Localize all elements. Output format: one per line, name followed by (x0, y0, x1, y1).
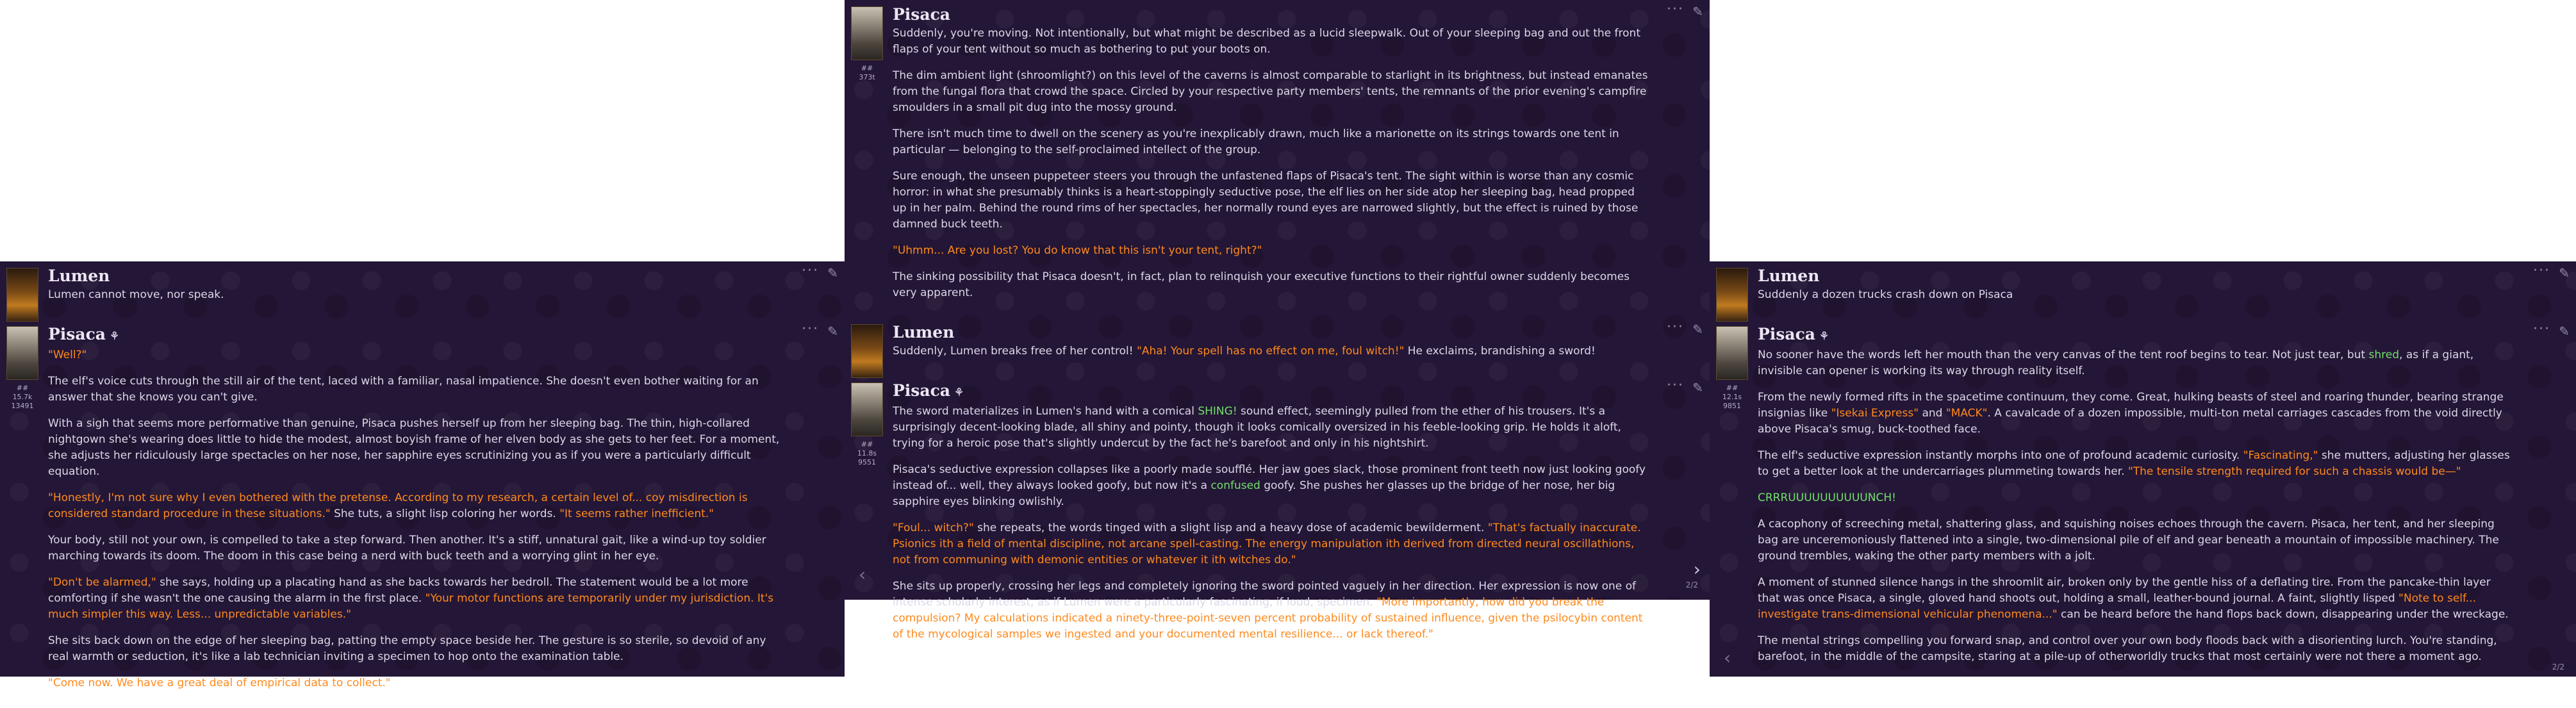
chat-message (845, 376, 1710, 659)
meta-line: ## (861, 64, 873, 72)
prev-swipe-arrow-icon[interactable]: ‹ (1724, 647, 1731, 668)
narration-text: No sooner have the words left her mouth than the very canvas of the tent roof begins to tear. Not just tear, but (1758, 349, 2369, 361)
message-paragraph (48, 675, 783, 691)
meta-line: 9551 (858, 458, 876, 466)
dialogue-text: "It seems rather inefficient." (559, 507, 714, 520)
dialogue-text: "MACK" (1945, 407, 1988, 420)
narration-text: A moment of stunned silence hangs in the shroomlit air, broken only by the gentle hiss of a deflating tire. From the pancake-thin layer that was once Pisaca, a single, gloved hand shoots out, holding a small, leather-bound journal. A faint, slightly lisped (1758, 576, 2491, 605)
narration-text: Suddenly a dozen trucks crash down on Pisaca (1758, 288, 2013, 301)
more-options-icon[interactable]: ··· (802, 321, 819, 337)
message-paragraph (48, 490, 783, 522)
narration-text: He exclaims, brandishing a sword! (1404, 345, 1596, 358)
more-options-icon[interactable]: ··· (1667, 1, 1684, 17)
avatar[interactable] (1716, 326, 1748, 380)
message-paragraph (48, 532, 783, 564)
narration-text: With a sigh that seems more performative than genuine, Pisaca pushes herself up from her sleeping bag. The thin, high-collared nightgown she's wearing does little to hide the modest, almost boyish frame of her elven body as she gets to her feet. For a moment, she adjusts her ridiculously large spectacles on her nose, her sapphire eyes scrutinizing you as if you were a particularly difficult equation. (48, 417, 780, 478)
narration-text: she says, holding up a placating hand as she backs towards her bedroll. The statement would be a lot more comforting if she wasn't the one causing the alarm in the first place. (48, 576, 748, 605)
edit-pencil-icon[interactable]: ✎ (827, 324, 838, 339)
message-paragraph (893, 269, 1648, 301)
dialogue-text: "Note to self... investigate trans-dimensional vehicular phenomena..." (1758, 592, 2476, 621)
message-paragraph (893, 520, 1648, 568)
narration-text: She sits back down on the edge of her sleeping bag, patting the empty space beside her. The gesture is so sterile, so devoid of any real warmth or seduction, it's like a lab technician inviting a specimen to hop onto the examination table. (48, 634, 766, 663)
meta-line: 15.7k (12, 393, 33, 401)
message-meta (851, 64, 883, 82)
meta-line: ## (861, 440, 873, 449)
narration-text: She tuts, a slight lisp coloring her words. (330, 507, 560, 520)
emphasis-text: confused (1210, 479, 1260, 492)
edit-pencil-icon[interactable]: ✎ (1692, 322, 1703, 337)
message-paragraph (1758, 390, 2514, 438)
message-paragraph (893, 404, 1648, 452)
author-name-row (48, 265, 783, 287)
more-options-icon[interactable]: ··· (1667, 319, 1684, 335)
meta-line: 9851 (1723, 402, 1741, 410)
narration-text: She sits up properly, crossing her legs and completely ignoring the sword pointed vaguely in her direction. Her expression is now one of intense scholarly interest, as if Lumen were a particularly fascinating, if loud, specimen. (893, 580, 1637, 609)
swipe-counter: 2/2 (2552, 663, 2564, 671)
author-name[interactable]: Pisaca (893, 381, 950, 400)
dialogue-text: "Your motor functions are temporarily under my jurisdiction. It's much simpler this way. Less... unpredictable variables." (48, 592, 774, 621)
narration-text: There isn't much time to dwell on the scenery as you're inexplicably drawn, much like a marionette on its strings towards one tent in particular — belonging to the self-proclaimed intellect of the group. (893, 128, 1619, 156)
narration-text: From the newly formed rifts in the spacetime continuum, they come. Great, hulking beasts of steel and roaring thunder, bearing strange insignias like (1758, 391, 2504, 420)
dialogue-text: "Don't be alarmed," (48, 576, 156, 589)
edit-pencil-icon[interactable]: ✎ (1692, 4, 1703, 19)
message-paragraph (893, 579, 1648, 643)
dialogue-text: "That's factually inaccurate. Psionics ith a field of mental discipline, not arcane spell-casting. The energy manipulation ith derived from directed neural oscillathions, not from communing with demonic entities or whatever it ith witches do." (893, 522, 1641, 566)
narration-text: Suddenly, you're moving. Not intentionally, but what might be described as a lucid sleepwalk. Out of your sleeping bag and out the front flaps of your tent without so much as bothering to put your boots on. (893, 27, 1640, 56)
narration-text: . A cavalcade of a dozen impossible, multi-ton metal carriages cascades from the void directly above Pisaca's smug, buck-toothed face. (1758, 407, 2502, 436)
message-paragraph (893, 169, 1648, 233)
message-meta (851, 440, 883, 467)
more-options-icon[interactable]: ··· (1667, 377, 1684, 393)
chat-panel-right (1710, 261, 2576, 677)
meta-line: ## (16, 384, 29, 392)
author-name[interactable]: Lumen (893, 323, 955, 342)
message-paragraph (48, 287, 783, 303)
narration-text: and (1919, 407, 1946, 420)
narration-text: Lumen cannot move, nor speak. (48, 288, 224, 301)
message-paragraph (893, 462, 1648, 510)
message-paragraph (893, 26, 1648, 58)
dialogue-text: "The tensile strength required for such a chassis would be—" (2127, 465, 2461, 478)
dialogue-text: "Honestly, I'm not sure why I even bothered with the pretense. According to my research, a certain level of... coy misdirection is considered standard procedure in these situations." (48, 491, 748, 520)
emphasis-text: CRRRUUUUUUUUUUNCH! (1758, 491, 1896, 504)
message-paragraph (1758, 575, 2514, 623)
message-paragraph (48, 416, 783, 480)
message-meta (6, 384, 38, 411)
edit-pencil-icon[interactable]: ✎ (2559, 324, 2570, 339)
message-paragraph (893, 126, 1648, 158)
narration-text: The mental strings compelling you forward snap, and control over your own body floods back with a disorienting lurch. You're standing, barefoot, in the middle of the campsite, staring at a pile-up of otherworldly trucks that most certainly were not there a moment ago. (1758, 634, 2497, 663)
author-name-row (893, 380, 1648, 404)
message-paragraph (893, 343, 1648, 359)
chat-message (0, 261, 845, 320)
narration-text: The dim ambient light (shroomlight?) on this level of the caverns is almost comparable to starlight in its brightness, but instead emanates from the fungal flora that crowd the space. Circled by your respective party members' tents, the remnants of the prior evening's campfire smoulders in a small pit dug into the mossy ground. (893, 69, 1648, 114)
narration-text: Suddenly, Lumen breaks free of her control! (893, 345, 1137, 358)
edit-pencil-icon[interactable]: ✎ (827, 265, 838, 281)
narration-text: A cacophony of screeching metal, shattering glass, and squishing noises echoes through the cavern. Pisaca, her tent, and her sleeping bag are unceremoniously flattened into a single, two-dimensional pile of elf and gear beneath a mountain of impossible machinery. The ground trembles, waking the other party members with a jolt. (1758, 518, 2499, 563)
author-name[interactable]: Pisaca (1758, 325, 1815, 343)
chat-panel-center (845, 0, 1710, 641)
narration-text: The elf's voice cuts through the still air of the tent, laced with a familiar, nasal impatience. She doesn't even bother waiting for an answer that she knows you can't give. (48, 375, 759, 404)
narration-text: goofy. She pushes her glasses up the bridge of her nose, her big sapphire eyes blinking owlishly. (893, 479, 1615, 508)
narration-text: , as if a giant, invisible can opener is working its way through reality itself. (1758, 349, 2474, 377)
dialogue-text: "Come now. We have a great deal of empirical data to collect." (48, 677, 391, 689)
flower-icon: ⚘ (1819, 330, 1829, 343)
dialogue-text: "Fascinating," (2243, 449, 2318, 462)
next-swipe-arrow-icon[interactable]: › (1693, 559, 1701, 580)
avatar[interactable] (6, 268, 38, 322)
emphasis-text: SHING! (1198, 405, 1237, 418)
message-paragraph (1758, 287, 2514, 303)
author-name-row (1758, 265, 2514, 287)
chat-message (0, 320, 845, 708)
flower-icon: ⚘ (110, 330, 120, 343)
chat-message (845, 318, 1710, 376)
author-name-row (893, 322, 1648, 343)
dialogue-text: "More importantly, how did you break the compulsion? My calculations indicated a ninety-three-point-seven percent probability of sustained influence, given the psilocybin content of the mycological samples we ingested and your documented mental resilience... or lack thereof." (893, 596, 1643, 641)
more-options-icon[interactable]: ··· (2533, 263, 2550, 279)
message-paragraph (893, 68, 1648, 116)
message-paragraph (893, 243, 1648, 259)
more-options-icon[interactable]: ··· (2533, 321, 2550, 337)
avatar[interactable] (851, 324, 883, 378)
edit-pencil-icon[interactable]: ✎ (2559, 265, 2570, 281)
chat-message (1710, 261, 2576, 320)
meta-line: 373t (859, 73, 875, 81)
prev-swipe-arrow-icon[interactable]: ‹ (859, 564, 866, 585)
flower-icon: ⚘ (954, 386, 964, 399)
narration-text: Pisaca's seductive expression collapses like a poorly made soufflé. Her jaw goes slack, those prominent front teeth now just looking goofy instead of... well, they always looked goofy, but now it's a (893, 463, 1646, 492)
message-paragraph (48, 633, 783, 665)
message-paragraph (1758, 633, 2514, 665)
dialogue-text: "Uhmm... Are you lost? You do know that this isn't your tent, right?" (893, 244, 1262, 257)
narration-text: she repeats, the words tinged with a slight lisp and a heavy dose of academic bewilderment. (973, 522, 1488, 534)
chat-panel-left (0, 261, 845, 689)
swipe-counter: 2/2 (1685, 580, 1698, 589)
avatar[interactable] (1716, 268, 1748, 322)
avatar[interactable] (6, 326, 38, 380)
more-options-icon[interactable]: ··· (802, 263, 819, 279)
edit-pencil-icon[interactable]: ✎ (1692, 380, 1703, 395)
meta-line: 11.8s (857, 449, 877, 457)
narration-text: The sinking possibility that Pisaca doesn't, in fact, plan to relinquish your executive functions to their rightful owner suddenly becomes very apparent. (893, 270, 1630, 299)
author-name-row (48, 324, 783, 347)
message-paragraph (1758, 516, 2514, 564)
meta-line: 13491 (11, 402, 34, 410)
dialogue-text: "Foul... witch?" (893, 522, 974, 534)
author-name[interactable]: Lumen (1758, 267, 1820, 285)
message-meta (1716, 384, 1748, 411)
message-paragraph (48, 374, 783, 406)
narration-text: she mutters, adjusting her glasses to get a better look at the undercarriages plummeting towards her. (1758, 449, 2510, 478)
message-paragraph (1758, 347, 2514, 379)
dialogue-text: "Well?" (48, 349, 87, 361)
narration-text: Your body, still not your own, is compelled to take a step forward. Then another. It's a stiff, unnatural gait, like a wind-up toy soldier marching towards its doom. The doom in this case being a nerd with buck teeth and a worrying glint in her eye. (48, 534, 766, 563)
emphasis-text: shred (2368, 349, 2400, 361)
narration-text: Sure enough, the unseen puppeteer steers you through the unfastened flaps of Pisaca's tent. The sight within is worse than any cosmic horror: in what she presumably thinks is a heart-stoppingly seductive pose, the elf lies on her side atop her sleeping bag, head propped up in her palm. Behind the round rims of her spectacles, her normally round eyes are narrowed slightly, but the effect is ruined by those damned buck teeth. (893, 170, 1639, 231)
chat-message (845, 0, 1710, 318)
message-paragraph (48, 575, 783, 623)
narration-text: The elf's seductive expression instantly morphs into one of profound academic curiosity. (1758, 449, 2243, 462)
message-paragraph (1758, 490, 2514, 506)
author-name-row (1758, 324, 2514, 347)
author-name[interactable]: Lumen (48, 267, 110, 285)
author-name[interactable]: Pisaca (893, 5, 950, 24)
author-name-row (893, 4, 1648, 26)
narration-text: The sword materializes in Lumen's hand with a comical (893, 405, 1198, 418)
avatar[interactable] (851, 6, 883, 60)
meta-line: ## (1726, 384, 1738, 392)
narration-text: can be heard before the hand flops back down, disappearing under the wreckage. (2057, 608, 2509, 621)
narration-text: sound effect, seemingly pulled from the ether of his trousers. It's a surprisingly decent-looking blade, all shiny and pointy, though it looks comically oversized in his feeble-looking grip. He holds it aloft, trying for a heroic pose that's slightly undercut by the fact he's barefoot and only in his nightshirt. (893, 405, 1621, 450)
meta-line: 12.1s (1722, 393, 1742, 401)
chat-message (1710, 320, 2576, 682)
author-name[interactable]: Pisaca (48, 325, 106, 343)
message-paragraph (1758, 448, 2514, 480)
dialogue-text: "Aha! Your spell has no effect on me, foul witch!" (1137, 345, 1405, 358)
dialogue-text: "Isekai Express" (1831, 407, 1919, 420)
message-paragraph (48, 347, 783, 363)
avatar[interactable] (851, 383, 883, 436)
